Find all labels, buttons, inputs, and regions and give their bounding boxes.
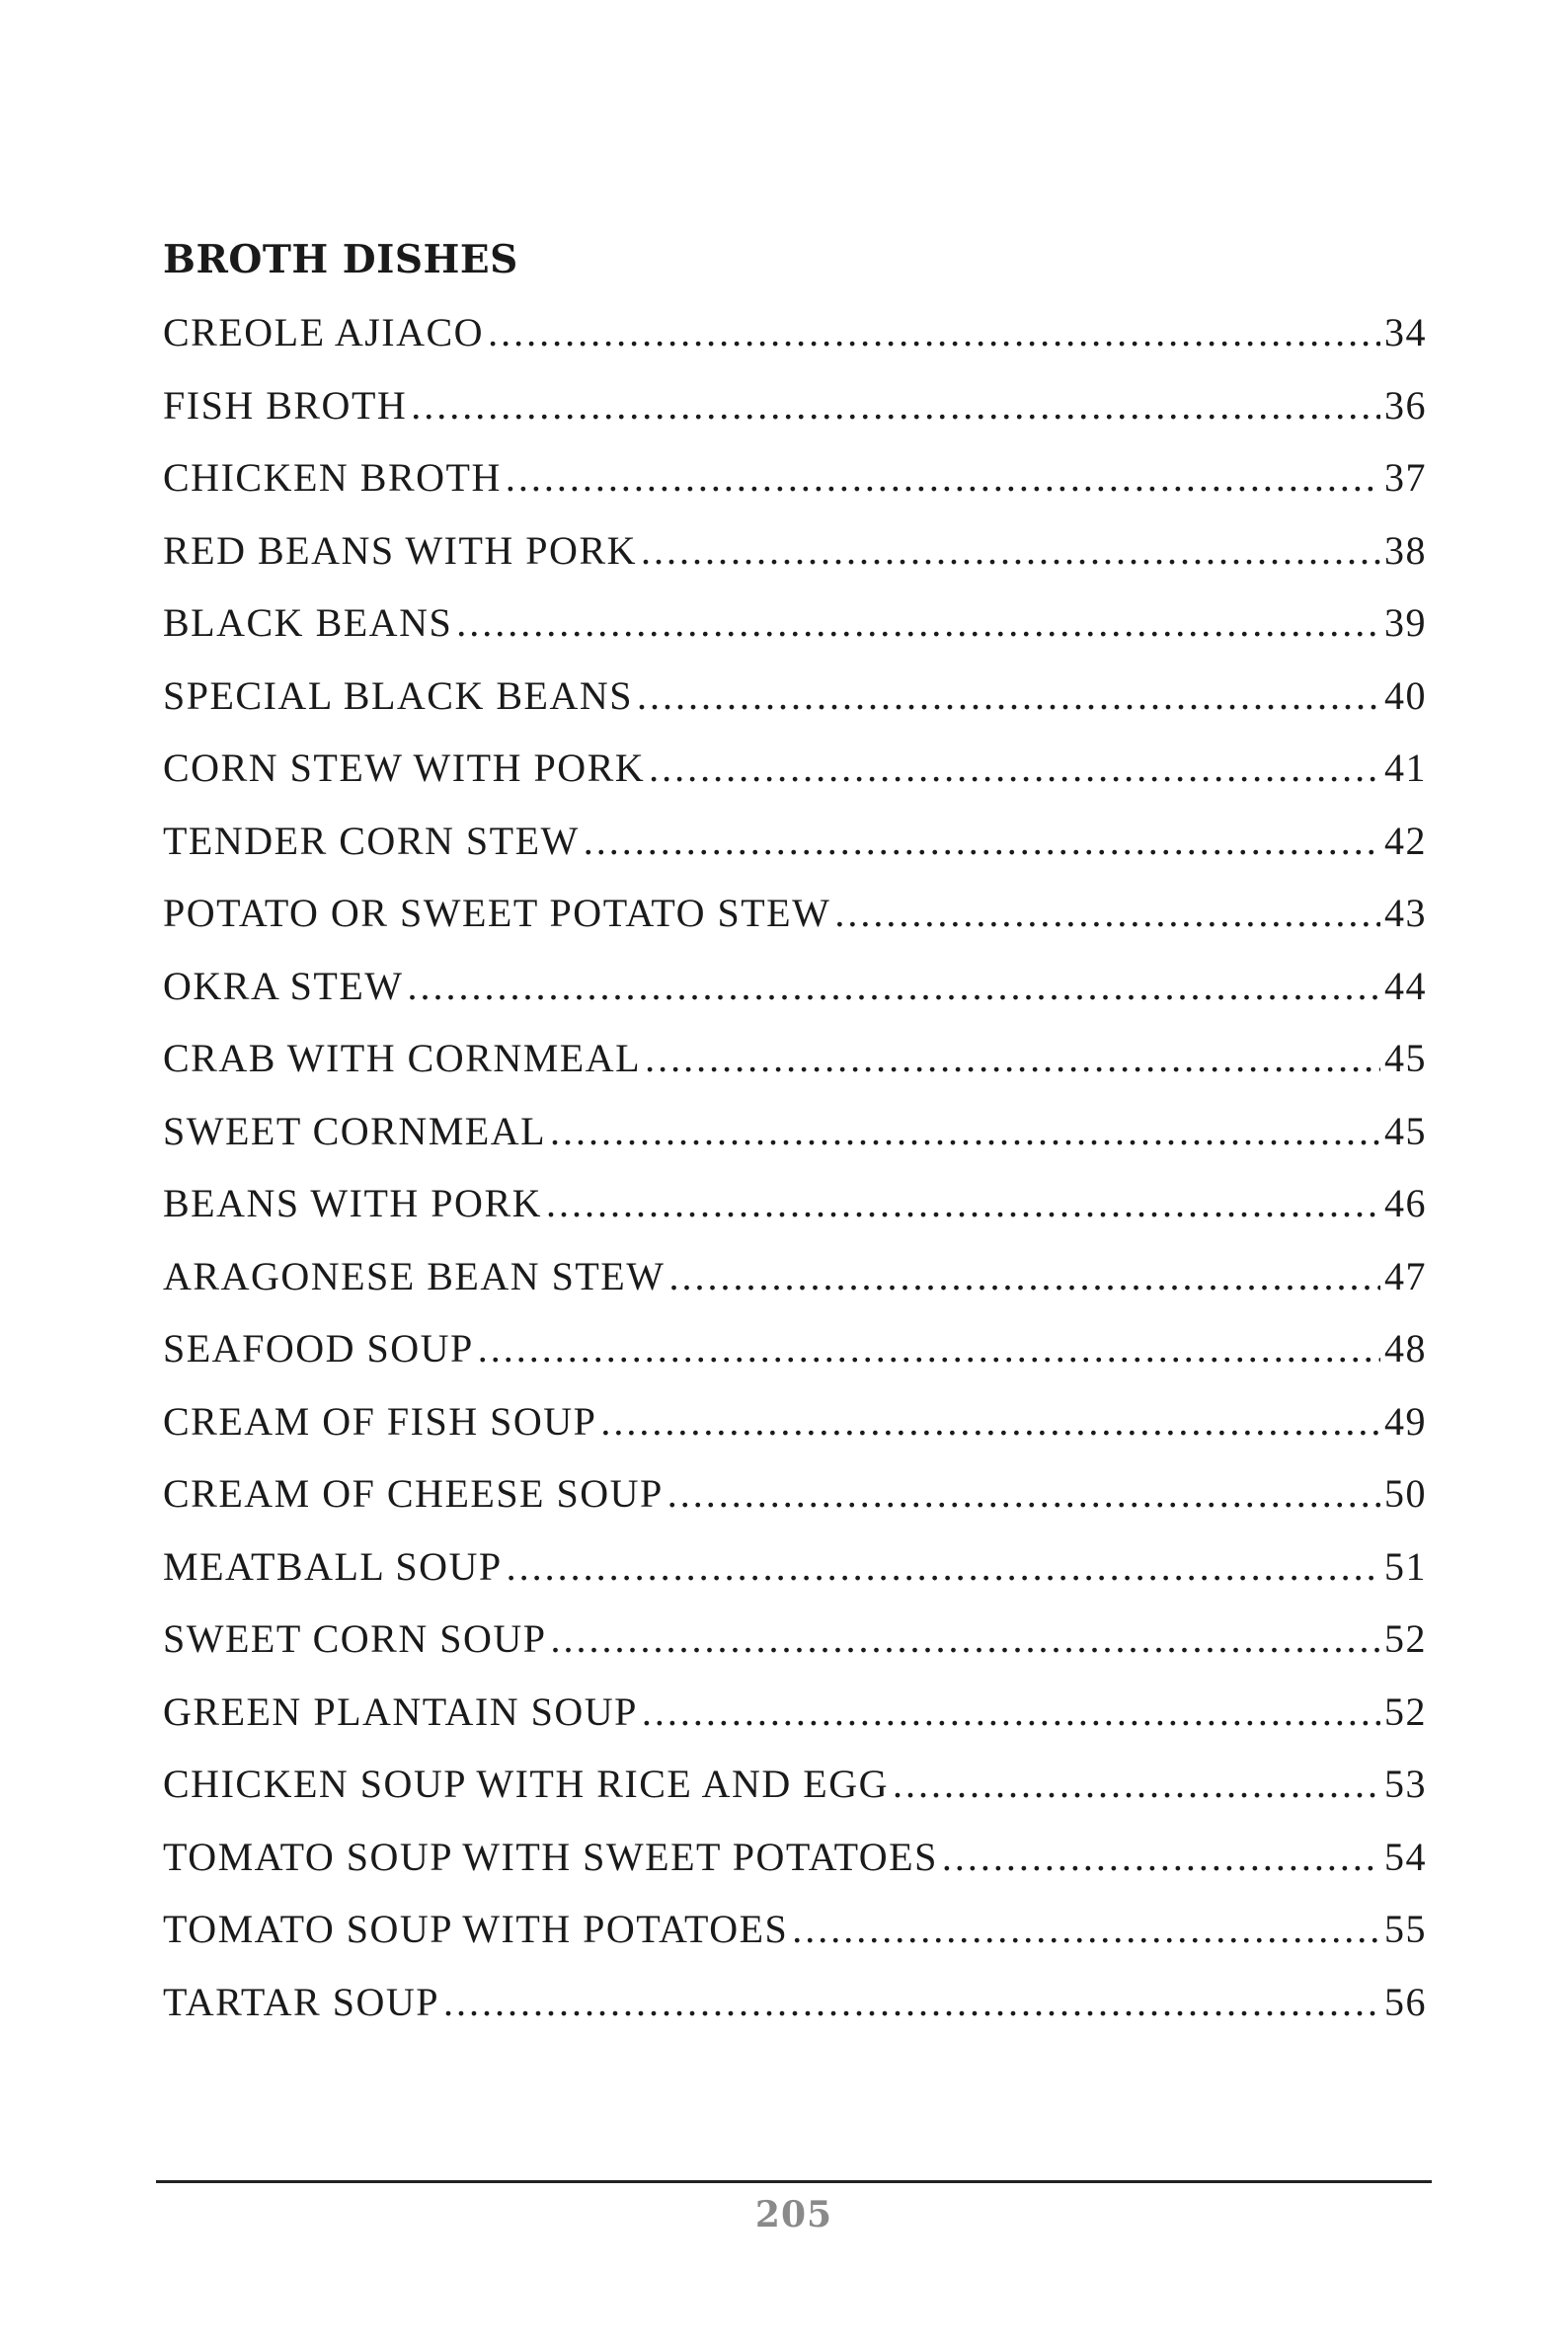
toc-entry-page: 41 xyxy=(1384,745,1427,790)
toc-entry xyxy=(163,1101,1427,1174)
toc-entry xyxy=(163,447,1427,520)
toc-entry-page: 54 xyxy=(1384,1834,1427,1879)
toc-entry-title: CREOLE AJIACO xyxy=(163,310,485,354)
toc-entry xyxy=(163,811,1427,884)
section-heading: BROTH DISHES xyxy=(163,237,518,282)
toc-entry xyxy=(163,1754,1427,1827)
toc-entry xyxy=(163,1173,1427,1246)
dot-leader xyxy=(584,811,1380,872)
toc-entry-page: 55 xyxy=(1384,1907,1427,1951)
toc-entry-page: 42 xyxy=(1384,818,1427,863)
toc-entry-page: 46 xyxy=(1384,1181,1427,1225)
dot-leader xyxy=(893,1754,1380,1815)
toc-entry-title: ARAGONESE BEAN STEW xyxy=(163,1253,666,1298)
toc-entry-page: 44 xyxy=(1384,963,1427,1008)
dot-leader xyxy=(668,1246,1380,1307)
toc-entry-title: CREAM OF FISH SOUP xyxy=(163,1398,597,1444)
toc-entry-title: MEATBALL SOUP xyxy=(163,1543,503,1589)
toc-entry xyxy=(163,1972,1427,2045)
toc-entry-title: GREEN PLANTAIN SOUP xyxy=(163,1688,638,1734)
toc-entry xyxy=(163,883,1427,956)
toc-entry-title: TOMATO SOUP WITH POTATOES xyxy=(163,1907,789,1951)
toc-entry-title: TARTAR SOUP xyxy=(163,1979,439,2024)
toc-entry-page: 47 xyxy=(1384,1253,1427,1298)
toc-entry-page: 51 xyxy=(1384,1543,1427,1589)
toc-entry-title: TOMATO SOUP WITH SWEET POTATOES xyxy=(163,1834,938,1879)
toc-entry xyxy=(163,1318,1427,1391)
toc-entry-page: 56 xyxy=(1384,1979,1427,2024)
toc-entry xyxy=(163,375,1427,448)
dot-leader xyxy=(506,447,1380,509)
toc-entry-page: 37 xyxy=(1384,455,1427,500)
toc-entry-title: BEANS WITH PORK xyxy=(163,1181,543,1225)
dot-leader xyxy=(641,520,1380,582)
dot-leader xyxy=(488,302,1380,363)
toc-entry xyxy=(163,1536,1427,1609)
toc-entry-title: FISH BROTH xyxy=(163,382,408,428)
toc-entry xyxy=(163,520,1427,593)
toc-entry-page: 39 xyxy=(1384,600,1427,645)
toc-entry xyxy=(163,1682,1427,1755)
toc-entry xyxy=(163,666,1427,739)
toc-entry-title: CRAB WITH CORNMEAL xyxy=(163,1036,642,1080)
toc-entry-title: POTATO OR SWEET POTATO STEW xyxy=(163,891,831,935)
toc-entry xyxy=(163,302,1427,375)
toc-entry-page: 52 xyxy=(1384,1688,1427,1734)
toc-entry-title: CORN STEW WITH PORK xyxy=(163,745,646,790)
dot-leader xyxy=(411,375,1380,436)
toc-entry-title: SPECIAL BLACK BEANS xyxy=(163,672,633,718)
dot-leader xyxy=(642,1682,1380,1743)
toc-entry-title: CREAM OF CHEESE SOUP xyxy=(163,1471,664,1516)
dot-leader xyxy=(645,1028,1380,1089)
table-of-contents xyxy=(163,302,1427,2044)
toc-entry-title: TENDER CORN STEW xyxy=(163,818,580,863)
toc-entry xyxy=(163,1608,1427,1682)
dot-leader xyxy=(550,1608,1380,1670)
toc-entry xyxy=(163,592,1427,666)
dot-leader xyxy=(649,738,1380,799)
toc-entry xyxy=(163,1899,1427,1972)
toc-entry-page: 53 xyxy=(1384,1762,1427,1806)
page-number: 205 xyxy=(754,2194,833,2235)
toc-entry-page: 49 xyxy=(1384,1398,1427,1444)
toc-entry-title: SWEET CORNMEAL xyxy=(163,1108,547,1153)
toc-entry xyxy=(163,1246,1427,1319)
dot-leader xyxy=(443,1972,1380,2033)
dot-leader xyxy=(546,1173,1380,1234)
toc-entry-page: 40 xyxy=(1384,672,1427,718)
dot-leader xyxy=(408,956,1381,1017)
toc-entry-page: 50 xyxy=(1384,1471,1427,1516)
toc-entry xyxy=(163,956,1427,1029)
dot-leader xyxy=(834,883,1380,944)
dot-leader xyxy=(792,1899,1380,1960)
toc-entry-title: CHICKEN BROTH xyxy=(163,455,502,500)
dot-leader xyxy=(550,1101,1380,1162)
dot-leader xyxy=(637,666,1380,727)
dot-leader xyxy=(942,1827,1380,1888)
toc-entry-page: 48 xyxy=(1384,1326,1427,1371)
toc-entry xyxy=(163,1028,1427,1101)
toc-entry-title: CHICKEN SOUP WITH RICE AND EGG xyxy=(163,1762,889,1806)
toc-entry-title: SEAFOOD SOUP xyxy=(163,1326,474,1371)
dot-leader xyxy=(456,592,1380,654)
toc-entry-page: 43 xyxy=(1384,891,1427,935)
dot-leader xyxy=(478,1318,1380,1379)
footer-divider xyxy=(156,2180,1432,2183)
toc-entry-page: 38 xyxy=(1384,527,1427,573)
toc-entry xyxy=(163,1391,1427,1464)
toc-entry-page: 45 xyxy=(1384,1036,1427,1080)
dot-leader xyxy=(600,1391,1380,1452)
toc-entry-title: BLACK BEANS xyxy=(163,600,453,645)
toc-entry-title: SWEET CORN SOUP xyxy=(163,1616,547,1661)
dot-leader xyxy=(667,1463,1380,1525)
toc-entry xyxy=(163,738,1427,811)
toc-entry-page: 34 xyxy=(1384,310,1427,354)
toc-entry xyxy=(163,1463,1427,1536)
toc-entry-page: 45 xyxy=(1384,1108,1427,1153)
toc-entry-title: OKRA STEW xyxy=(163,963,404,1008)
toc-entry-page: 36 xyxy=(1384,382,1427,428)
toc-entry-page: 52 xyxy=(1384,1616,1427,1661)
toc-entry xyxy=(163,1827,1427,1900)
toc-entry-title: RED BEANS WITH PORK xyxy=(163,527,638,573)
dot-leader xyxy=(507,1536,1380,1598)
